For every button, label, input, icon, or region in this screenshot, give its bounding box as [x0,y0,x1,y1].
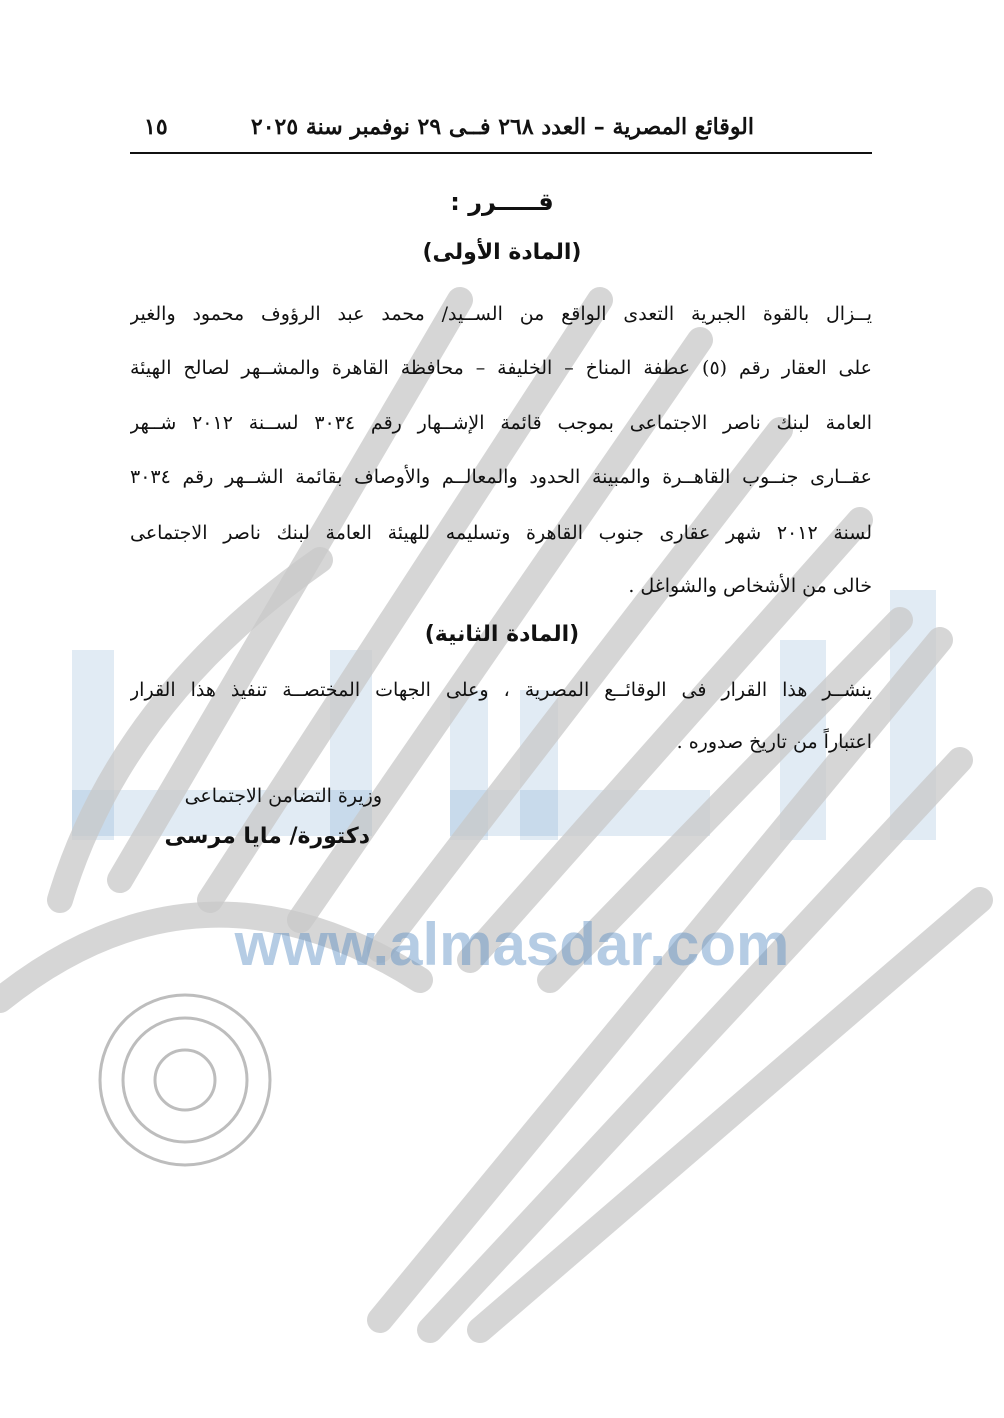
watermark-url: www.almasdar.com [234,911,790,978]
article-one-line: خالى من الأشخاص والشواغل . [628,575,872,597]
signatory-name: دكتورة/ مايا مرسى [164,824,370,849]
article-two-line: ينشــر هذا القرار فى الوقائــع المصرية ، وعلى الجهات المختصــة تنفيذ هذا القرار [130,679,872,701]
article-two-heading: (المادة الثانية) [424,622,580,647]
watermark-seal [100,995,270,1165]
article-one-line: عقــارى جنــوب القاهــرة والمبينة الحدود والمعالــم والأوصاف بقائمة الشــهر رقم ٣٠٣٤ [130,466,872,488]
decision-heading: قـــــرر : [450,188,554,216]
article-one-line: لسنة ٢٠١٢ شهر عقارى جنوب القاهرة وتسليمه للهيئة العامة لبنك ناصر الاجتماعى [130,522,872,544]
article-one-heading: (المادة الأولى) [422,240,582,265]
page-number: ١٥ [144,114,168,140]
gazette-issue-title: الوقائع المصرية – العدد ٢٦٨ فــى ٢٩ نوفمبر سنة ٢٠٢٥ [250,114,754,140]
watermark-strokes [0,300,980,1330]
article-one-line: يــزال بالقوة الجبرية التعدى الواقع من الســيد/ محمد عبد الرؤوف محمود والغير [130,303,872,325]
page-header [130,112,872,154]
article-one-line: على العقار رقم (٥) عطفة المناخ – الخليفة – محافظة القاهرة والمشــهر لصالح الهيئة [130,357,872,379]
article-two-line: اعتباراً من تاريخ صدوره . [676,731,872,753]
article-one-line: العامة لبنك ناصر الاجتماعى بموجب قائمة الإشــهار رقم ٣٠٣٤ لســنة ٢٠١٢ شــهر [130,412,872,434]
ministry-name: وزيرة التضامن الاجتماعى [184,785,382,807]
